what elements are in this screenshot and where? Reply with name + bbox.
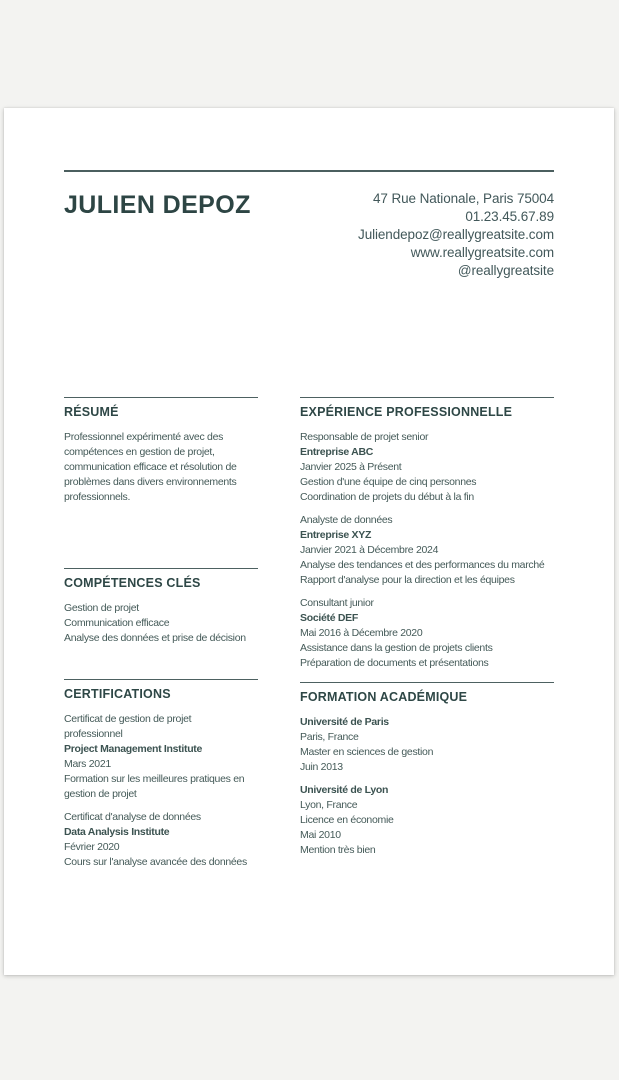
job-dates: Janvier 2021 à Décembre 2024 — [300, 544, 439, 556]
contact-social: @reallygreatsite — [457, 263, 554, 278]
certification-org: Project Management Institute — [64, 743, 203, 755]
header-divider — [64, 170, 554, 172]
right-column — [300, 397, 554, 870]
resume-header — [64, 190, 554, 280]
contact-phone: 01.23.45.67.89 — [465, 209, 554, 224]
school-location: Lyon, France — [300, 799, 358, 811]
section-title-certifications: CERTIFICATIONS — [64, 687, 171, 701]
section-competences — [64, 568, 258, 646]
certification-date: Février 2020 — [64, 841, 120, 853]
contact-address: 47 Rue Nationale, Paris 75004 — [373, 191, 554, 206]
certification-date: Mars 2021 — [64, 758, 111, 770]
school-date: Mai 2010 — [300, 829, 341, 841]
section-title-formation: FORMATION ACADÉMIQUE — [300, 690, 468, 704]
school-date: Juin 2013 — [300, 761, 343, 773]
certification-entry — [64, 810, 258, 870]
education-entry — [300, 783, 554, 858]
section-resume — [64, 397, 258, 505]
job-company: Entreprise XYZ — [300, 529, 372, 541]
skill-item: Analyse des données et prise de décision — [64, 632, 246, 644]
certification-name: Certificat de gestion de projet professionnel — [64, 713, 192, 740]
section-divider — [64, 397, 258, 398]
resume-summary: Professionnel expérimenté avec des compétences en gestion de projet, communication efficace et résolution de problèmes dans divers environnements professionnels. — [64, 431, 237, 503]
left-column — [64, 397, 258, 870]
section-title-experience: EXPÉRIENCE PROFESSIONNELLE — [300, 405, 513, 419]
contact-block — [358, 190, 554, 280]
job-detail: Coordination de projets du début à la fin — [300, 491, 474, 503]
certification-desc: Formation sur les meilleures pratiques en gestion de projet — [64, 773, 245, 800]
certification-desc: Cours sur l'analyse avancée des données — [64, 856, 247, 868]
school-degree: Master en sciences de gestion — [300, 746, 434, 758]
job-entry — [300, 430, 554, 505]
school-name: Université de Paris — [300, 716, 389, 728]
resume-page — [4, 108, 614, 975]
skill-item: Communication efficace — [64, 617, 170, 629]
skill-item: Gestion de projet — [64, 602, 139, 614]
section-divider — [300, 682, 554, 683]
job-role: Responsable de projet senior — [300, 431, 429, 443]
certification-name: Certificat d'analyse de données — [64, 811, 201, 823]
section-title-competences: COMPÉTENCES CLÉS — [64, 576, 201, 590]
job-dates: Mai 2016 à Décembre 2020 — [300, 627, 423, 639]
school-degree: Licence en économie — [300, 814, 394, 826]
job-detail: Gestion d'une équipe de cinq personnes — [300, 476, 477, 488]
certification-entry — [64, 712, 258, 802]
job-detail: Rapport d'analyse pour la direction et les équipes — [300, 574, 515, 586]
education-entry — [300, 715, 554, 775]
section-certifications — [64, 679, 258, 870]
school-location: Paris, France — [300, 731, 359, 743]
job-entry — [300, 596, 554, 671]
job-role: Analyste de données — [300, 514, 393, 526]
school-honors: Mention très bien — [300, 844, 376, 856]
section-title-resume: RÉSUMÉ — [64, 405, 119, 419]
certification-org: Data Analysis Institute — [64, 826, 170, 838]
contact-website: www.reallygreatsite.com — [410, 245, 554, 260]
section-divider — [64, 568, 258, 569]
contact-email: Juliendepoz@reallygreatsite.com — [358, 227, 554, 242]
job-detail: Préparation de documents et présentations — [300, 657, 489, 669]
section-experience — [300, 397, 554, 671]
job-company: Société DEF — [300, 612, 358, 624]
school-name: Université de Lyon — [300, 784, 389, 796]
job-company: Entreprise ABC — [300, 446, 374, 458]
job-dates: Janvier 2025 à Présent — [300, 461, 402, 473]
job-detail: Analyse des tendances et des performances du marché — [300, 559, 545, 571]
job-detail: Assistance dans la gestion de projets clients — [300, 642, 493, 654]
job-entry — [300, 513, 554, 588]
section-divider — [64, 679, 258, 680]
section-formation — [300, 682, 554, 858]
job-role: Consultant junior — [300, 597, 374, 609]
section-divider — [300, 397, 554, 398]
two-column-layout — [64, 397, 554, 870]
page-title: JULIEN DEPOZ — [64, 191, 251, 219]
